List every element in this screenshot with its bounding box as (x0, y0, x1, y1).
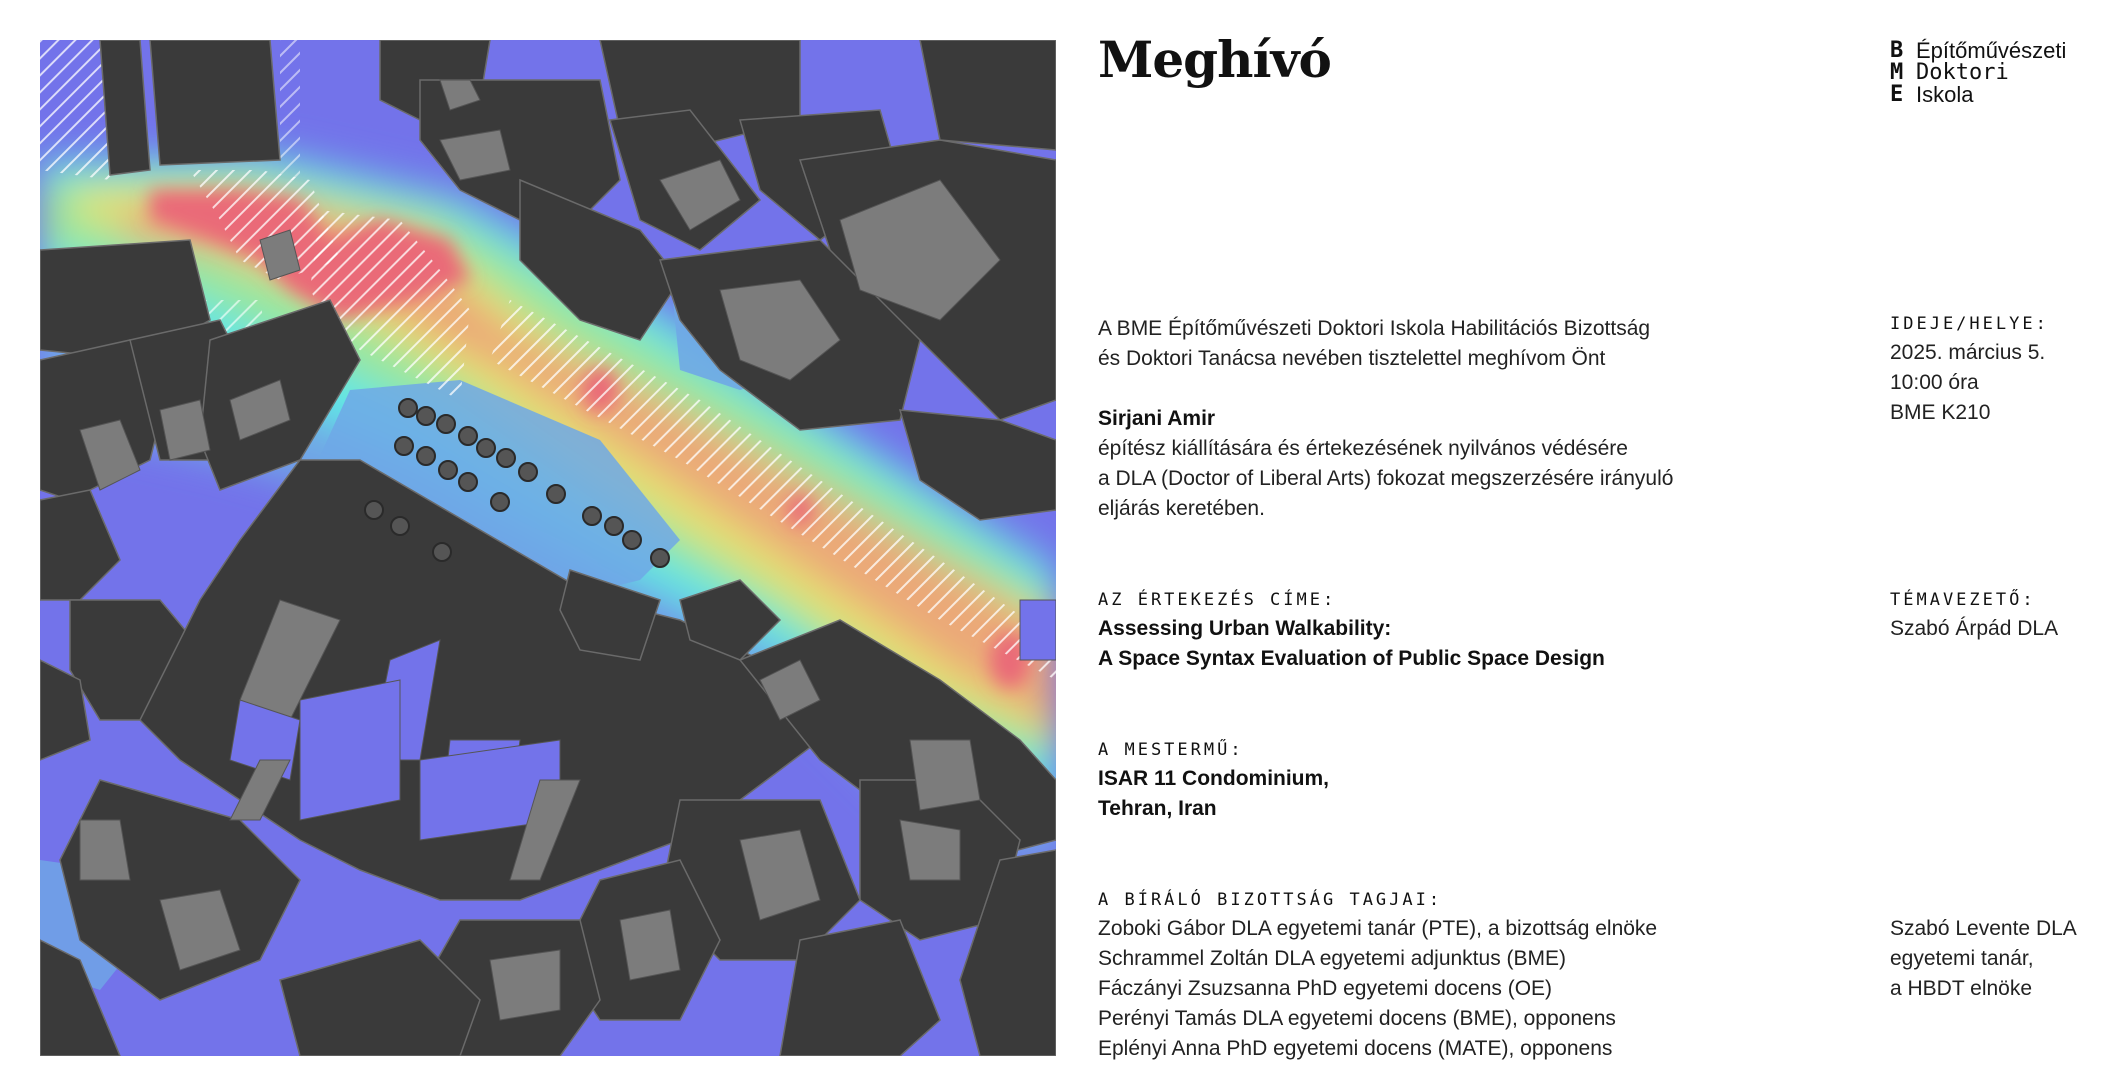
committee-section (1098, 886, 1657, 1064)
bme-logo (1890, 40, 2066, 106)
committee-member: Eplényi Anna PhD egyetemi docens (MATE), opponens (1098, 1037, 1613, 1060)
logo-letter: M (1890, 60, 1904, 85)
supervisor-label: TÉMAVEZETŐ: (1890, 590, 2036, 610)
masterwork-line: ISAR 11 Condominium, (1098, 767, 1330, 790)
page-title: Meghívó (1098, 30, 1331, 89)
logo-word: Építőművészeti (1916, 38, 2067, 63)
hbdt-line: a HBDT elnöke (1890, 977, 2033, 1000)
logo-word: Iskola (1916, 82, 1974, 107)
intro-line: és Doktori Tanácsa nevében tisztelettel meghívom Önt (1098, 347, 1606, 370)
logo-letter: E (1890, 82, 1904, 107)
candidate-name: Sirjani Amir (1098, 407, 1216, 430)
supervisor-section (1890, 586, 2058, 644)
masterwork-section (1098, 736, 1329, 824)
walkability-map-graphic (40, 40, 1056, 1056)
logo-letter: B (1890, 38, 1904, 63)
committee-member: Schrammel Zoltán DLA egyetemi adjunktus (BME) (1098, 947, 1567, 970)
logo-row-b (1890, 40, 2066, 62)
supervisor-name: Szabó Árpád DLA (1890, 617, 2059, 640)
committee-member: Fáczányi Zsuzsanna PhD egyetemi docens (OE) (1098, 977, 1553, 1000)
event-label: IDEJE/HELYE: (1890, 314, 2049, 334)
logo-row-m (1890, 62, 2066, 84)
event-date: 2025. március 5. (1890, 341, 2046, 364)
masterwork-label: A MESTERMŰ: (1098, 740, 1244, 760)
candidate-line: eljárás keretében. (1098, 497, 1265, 520)
logo-row-e (1890, 84, 2066, 106)
event-section (1890, 310, 2049, 428)
event-place: BME K210 (1890, 401, 1991, 424)
hbdt-line: egyetemi tanár, (1890, 947, 2034, 970)
committee-member: Zoboki Gábor DLA egyetemi tanár (PTE), a bizottság elnöke (1098, 917, 1658, 940)
dissertation-title-line: A Space Syntax Evaluation of Public Space Design (1098, 647, 1605, 670)
intro-line: A BME Építőművészeti Doktori Iskola Habilitációs Bizottság (1098, 317, 1651, 340)
dissertation-title-line: Assessing Urban Walkability: (1098, 617, 1392, 640)
committee-label: A BÍRÁLÓ BIZOTTSÁG TAGJAI: (1098, 890, 1443, 910)
hbdt-line: Szabó Levente DLA (1890, 917, 2077, 940)
logo-word: Doktori (1916, 60, 2009, 85)
dissertation-section (1098, 586, 1605, 674)
candidate-line: a DLA (Doctor of Liberal Arts) fokozat megszerzésére irányuló (1098, 467, 1674, 490)
masterwork-line: Tehran, Iran (1098, 797, 1217, 820)
walkability-map (40, 40, 1056, 1056)
candidate-section (1098, 404, 1673, 524)
intro-text (1098, 314, 1650, 374)
dissertation-label: AZ ÉRTEKEZÉS CÍME: (1098, 590, 1337, 610)
event-time: 10:00 óra (1890, 371, 1979, 394)
committee-member: Perényi Tamás DLA egyetemi docens (BME), opponens (1098, 1007, 1616, 1030)
hbdt-section (1890, 914, 2077, 1004)
candidate-line: építész kiállítására és értekezésének nyilvános védésére (1098, 437, 1628, 460)
